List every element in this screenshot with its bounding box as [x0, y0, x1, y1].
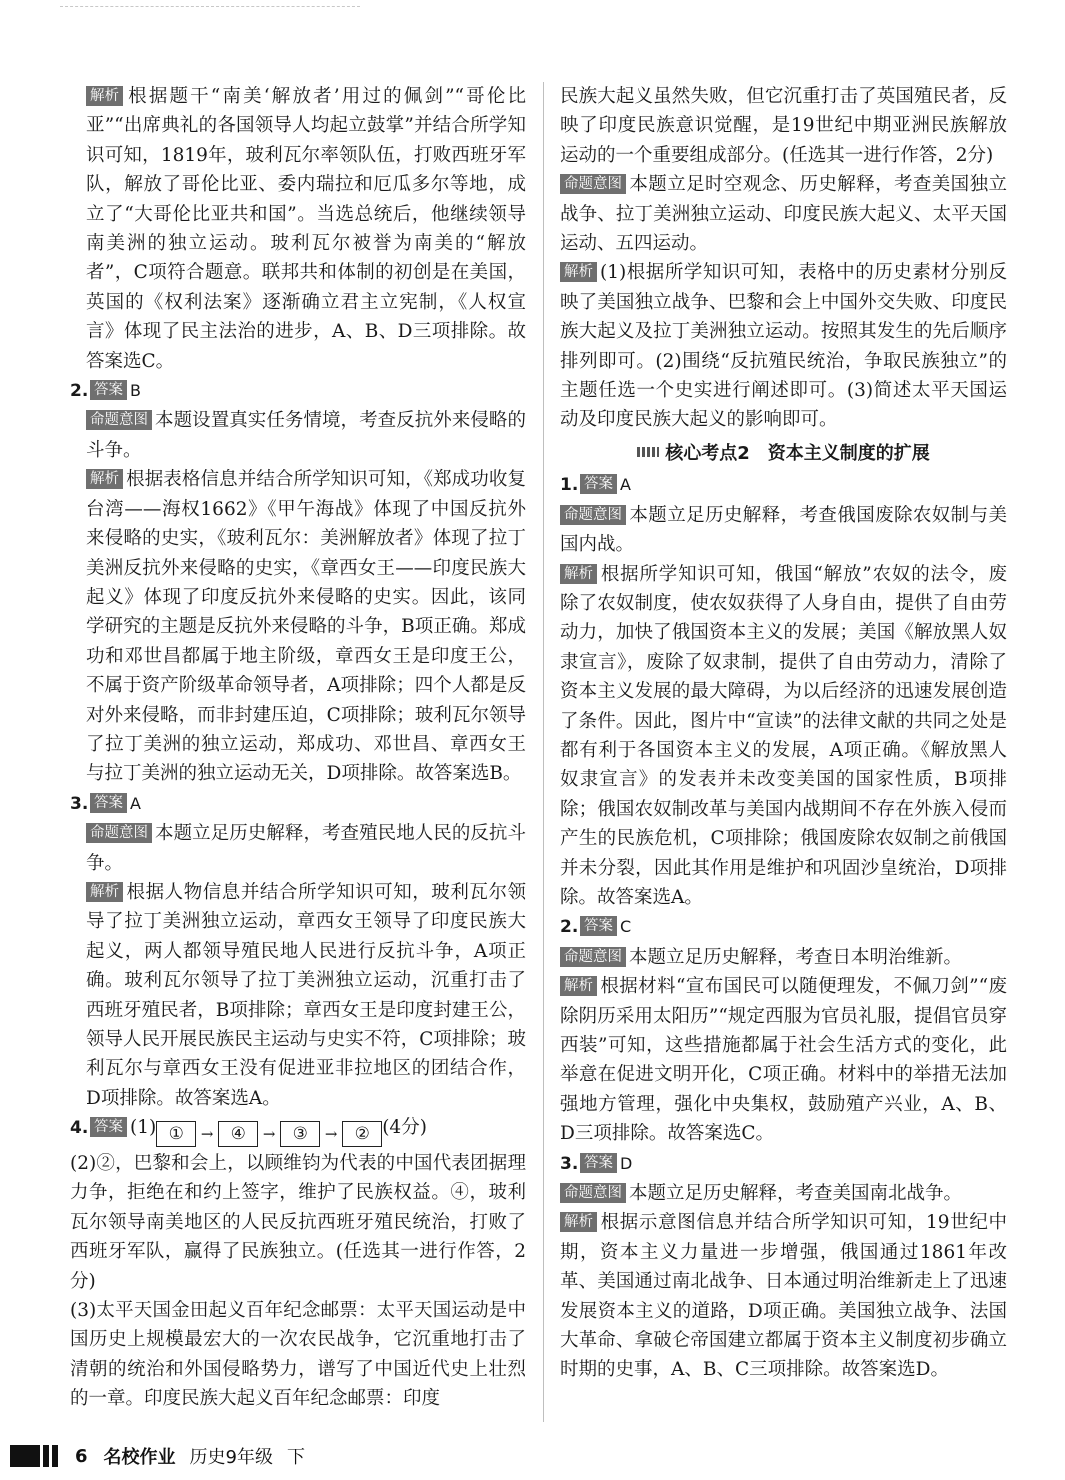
q2-analysis-text: 根据表格信息并结合所学知识可知，《郑成功收复台湾——海权1662》《甲午海战》体现了中国反抗外来侵略的史实，《玻利瓦尔：美洲解放者》体现了拉丁美洲反抗外来侵略的史实，《章西女王——印度民族大起义》体现了印度反抗外来侵略的史实。因此，该同学研究的主题是反抗外来侵略的斗争，B项正确。郑成功和邓世昌都属于地主阶级，章西女王是印度王公，不属于资产阶级革命领导者，A项排除；四个人都是反对外来侵略，而非封建压迫，C项排除；玻利瓦尔领导了拉丁美洲的独立运动，郑成功、邓世昌、章西女王与拉丁美洲的独立运动无关，D项排除。故答案选B。	[86, 469, 526, 785]
answer-tag: 答案	[90, 380, 127, 400]
q3-analysis-text: 根据人物信息并结合所学知识可知，玻利瓦尔领导了拉丁美洲独立运动，章西女王领导了印度民族大起义，两人都领导殖民地人民进行反抗斗争，A项正确。玻利瓦尔领导了拉丁美洲独立运动，沉重打击了西班牙殖民者，B项排除；章西女王是印度封建王公，领导人民开展民族民主运动与史实不符，C项排除；玻利瓦尔与章西女王没有促进亚非拉地区的团结合作，D项排除。故答案选A。	[86, 881, 526, 1109]
s3-answer-line	[560, 1149, 1007, 1179]
sequence-box: ④	[218, 1121, 258, 1147]
right-column	[560, 82, 1007, 1385]
footer-bars-icon	[10, 1445, 61, 1467]
q3-answer-line	[70, 789, 526, 819]
q2-answer-line	[70, 376, 526, 406]
s2-answer-line	[560, 912, 1007, 942]
q2-answer: B	[130, 381, 141, 401]
subject-grade: 历史9年级	[189, 1447, 273, 1468]
analysis-tag: 解析	[560, 262, 597, 282]
s2-intent-text: 本题立足历史解释，考查日本明治维新。	[629, 946, 963, 968]
s3-intent-text: 本题立足历史解释，考查美国南北战争。	[629, 1183, 963, 1205]
q4-analysis-text: (1)根据所学知识可知，表格中的历史素材分别反映了美国独立战争、巴黎和会上中国外交失败、印度民族大起义及拉丁美洲独立运动。按照其发生的先后顺序排列即可。(2)围绕“反抗殖民统治，争取民族独立”的主题任选一个史实进行阐述即可。(3)简述太平天国运动及印度民族大起义的影响即可。	[560, 262, 1007, 431]
q3-analysis-block	[70, 878, 526, 1113]
s2-number: 2.	[560, 917, 579, 938]
cropped-header-edge	[60, 6, 360, 19]
q2-intent-block	[70, 406, 526, 465]
q4-number: 4.	[70, 1118, 89, 1139]
q4-part1-prefix: (1)	[130, 1117, 157, 1139]
q1-analysis-block	[70, 82, 526, 376]
analysis-tag: 解析	[86, 469, 123, 489]
q2-intent-text: 本题设置真实任务情境，考查反抗外来侵略的斗争。	[86, 410, 526, 461]
s3-answer: D	[620, 1153, 633, 1173]
section-title: 核心考点2 资本主义制度的扩展	[665, 442, 930, 464]
q4-analysis-block	[560, 258, 1007, 434]
q4-sequence	[156, 1120, 382, 1149]
q3-answer: A	[130, 793, 141, 813]
analysis-tag: 解析	[560, 976, 597, 996]
volume: 下	[286, 1447, 305, 1468]
q2-analysis-block	[70, 465, 526, 788]
q3-number: 3.	[70, 793, 89, 814]
arrow-icon: →	[324, 1124, 338, 1143]
intent-tag: 命题意图	[86, 823, 152, 843]
s1-analysis-block	[560, 560, 1007, 913]
answer-tag: 答案	[580, 1153, 617, 1173]
intent-tag: 命题意图	[560, 947, 626, 967]
intent-tag: 命题意图	[560, 174, 626, 194]
page-number: 6	[75, 1445, 88, 1467]
q3-intent-block	[70, 819, 526, 878]
answer-tag: 答案	[580, 916, 617, 936]
answer-tag: 答案	[90, 1117, 127, 1137]
s1-intent-block	[560, 501, 1007, 560]
sequence-box: ①	[156, 1121, 196, 1147]
analysis-tag: 解析	[560, 1212, 597, 1232]
page-footer	[10, 1443, 305, 1469]
analysis-tag: 解析	[86, 86, 123, 106]
s2-analysis-text: 根据材料“宣布国民可以随便理发，不佩刀剑”“废除阴历采用太阳历”“规定西服为官员礼服，提倡官员穿西装”可知，这些措施都属于社会生活方式的变化，此举意在促进文明开化，C项正确。材料中的举措无法加强地方管理，强化中央集权，鼓励殖产兴业，A、B、D三项排除。故答案选C。	[560, 976, 1007, 1145]
answer-tag: 答案	[580, 474, 617, 494]
answer-tag: 答案	[90, 793, 127, 813]
left-column	[70, 82, 526, 1414]
intent-tag: 命题意图	[86, 410, 152, 430]
q4-score: (4分)	[382, 1117, 427, 1139]
section-marker-icon	[637, 447, 659, 457]
s2-intent-block	[560, 943, 1007, 972]
s2-analysis-block	[560, 972, 1007, 1148]
q4-part3: (3)太平天国金田起义百年纪念邮票：太平天国运动是中国历史上规模最宏大的一次农民战争，它沉重地打击了清朝的统治和外国侵略势力，谱写了中国近代史上壮烈的一章。印度民族大起义百年纪念邮票：印度	[70, 1299, 526, 1410]
s1-number: 1.	[560, 475, 579, 496]
s3-intent-block	[560, 1179, 1007, 1208]
sequence-box: ②	[342, 1121, 382, 1147]
intent-tag: 命题意图	[560, 505, 626, 525]
section-heading	[560, 439, 1007, 468]
sequence-box: ③	[280, 1121, 320, 1147]
q4-part2: (2)②，巴黎和会上，以顾维钧为代表的中国代表团据理力争，拒绝在和约上签字，维护了民族权益。④，玻利瓦尔领导南美地区的人民反抗西班牙殖民统治，打败了西班牙军队，赢得了民族独立。(任选其一进行作答，2分)	[70, 1152, 526, 1292]
q3-intent-text: 本题立足历史解释，考查殖民地人民的反抗斗争。	[86, 823, 526, 874]
arrow-icon: →	[200, 1124, 214, 1143]
s1-analysis-text: 根据所学知识可知，俄国“解放”农奴的法令，废除了农奴制度，使农奴获得了人身自由，提供了自由劳动力，加快了俄国资本主义的发展；美国《解放黑人奴隶宣言》，废除了奴隶制，提供了自由劳动力，清除了资本主义发展的最大障碍，为以后经济的迅速发展创造了条件。因此，图片中“宣读”的法律文献的共同之处是都有利于各国资本主义的发展，A项正确。《解放黑人奴隶宣言》的发表并未改变美国的国家性质，B项排除；俄国农奴制改革与美国内战期间不存在外族入侵而产生的民族危机，C项排除；俄国废除农奴制之前俄国并未分裂，因此其作用是维护和巩固沙皇统治，D项排除。故答案选A。	[560, 563, 1007, 908]
s3-number: 3.	[560, 1153, 579, 1174]
q4-part3-continued: 民族大起义虽然失败，但它沉重打击了英国殖民者，反映了印度民族意识觉醒，是19世纪中期亚洲民族解放运动的一个重要组成部分。(任选其一进行作答，2分)	[560, 86, 1007, 166]
column-divider	[543, 82, 544, 1422]
intent-tag: 命题意图	[560, 1183, 626, 1203]
analysis-tag: 解析	[86, 882, 123, 902]
arrow-icon: →	[262, 1124, 276, 1143]
s2-answer: C	[620, 917, 632, 937]
q1-analysis-text: 根据题干“南美‘解放者’用过的佩剑”“哥伦比亚”“出席典礼的各国领导人均起立鼓掌”并结合所学知识可知，1819年，玻利瓦尔率领队伍，打败西班牙军队，解放了哥伦比亚、委内瑞拉和厄瓜多尔等地，成立了“大哥伦比亚共和国”。当选总统后，他继续领导南美洲的独立运动。玻利瓦尔被誉为南美的“解放者”，C项符合题意。联邦共和体制的初创是在美国，英国的《权利法案》逐渐确立君主立宪制，《人权宣言》体现了民主法治的进步，A、B、D三项排除。故答案选C。	[86, 86, 526, 372]
s1-answer-line	[560, 470, 1007, 500]
s1-answer: A	[620, 475, 631, 495]
q4-answer-line	[70, 1113, 526, 1149]
book-title: 名校作业	[103, 1447, 176, 1468]
analysis-tag: 解析	[560, 564, 597, 584]
s1-intent-text: 本题立足历史解释，考查俄国废除农奴制与美国内战。	[560, 504, 1007, 556]
s3-analysis-block	[560, 1208, 1007, 1384]
q2-number: 2.	[70, 381, 89, 402]
q4-intent-text: 本题立足时空观念、历史解释，考查美国独立战争、拉丁美洲独立运动、印度民族大起义、太平天国运动、五四运动。	[560, 174, 1007, 255]
s3-analysis-text: 根据示意图信息并结合所学知识可知，19世纪中期，资本主义力量进一步增强，俄国通过1861年改革、美国通过南北战争、日本通过明治维新走上了迅速发展资本主义的道路，D项正确。美国独立战争、法国大革命、拿破仑帝国建立都属于资本主义制度初步确立时期的史事，A、B、C三项排除。故答案选D。	[560, 1212, 1007, 1381]
q4-intent-block	[560, 170, 1007, 258]
